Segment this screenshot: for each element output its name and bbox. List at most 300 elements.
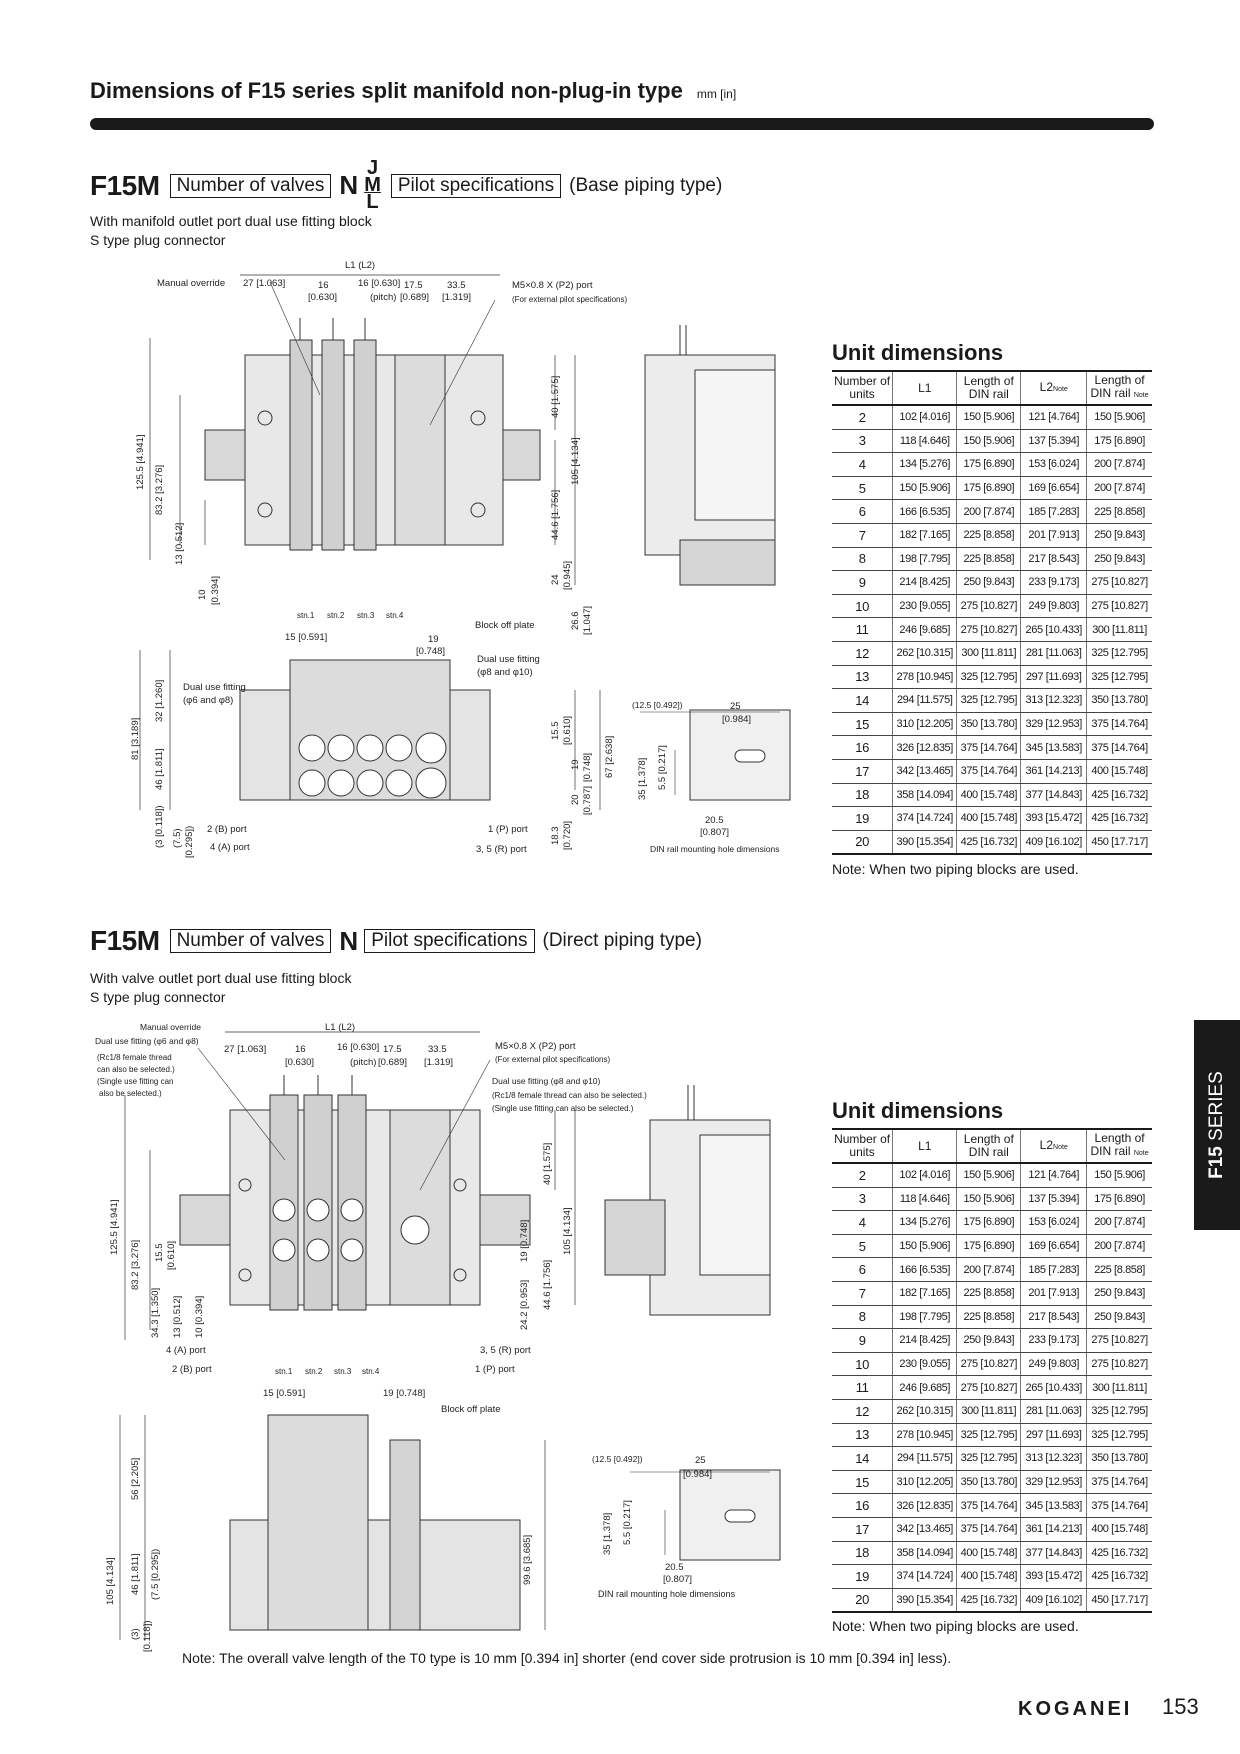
port-1p-label: 1 (P) port <box>488 824 528 835</box>
dim-16a: 16 <box>295 1044 306 1055</box>
table-cell: 400 [15.748] <box>957 783 1021 807</box>
table-cell: 12 <box>832 641 893 665</box>
table-cell: 225 [8.858] <box>957 1281 1021 1305</box>
table-cell: 134 [5.276] <box>893 1211 957 1235</box>
dim-24-in: [0.945] <box>562 560 573 590</box>
dim-335: 33.5 <box>447 280 466 291</box>
din-25-in: [0.984] <box>722 714 752 725</box>
table-cell: 262 [10.315] <box>893 1399 957 1423</box>
table-cell: 375 [14.764] <box>957 1517 1021 1541</box>
table-cell: 150 [5.906] <box>1087 405 1152 429</box>
table-cell: 374 [14.724] <box>893 807 957 831</box>
dim-81: 81 [3.189] <box>130 717 141 760</box>
dim-16a-in: [0.630] <box>285 1057 315 1068</box>
dim-40: 40 [1.575] <box>542 1142 553 1185</box>
col-din-rail-2-note: Note <box>1133 392 1149 399</box>
table-cell: 325 [12.795] <box>1087 665 1152 689</box>
table-cell: 358 [14.094] <box>893 1541 957 1565</box>
dual-fitting-8-10: Dual use fitting <box>477 654 540 665</box>
table-cell: 250 [9.843] <box>1087 1281 1152 1305</box>
dim-15: 15 [0.591] <box>285 632 328 643</box>
table-cell: 200 [7.874] <box>1087 453 1152 477</box>
col-din-rail-1: Length of DIN rail <box>957 1129 1021 1163</box>
table-row <box>832 1376 1152 1400</box>
table-cell: 250 [9.843] <box>1087 1305 1152 1329</box>
table-cell: 425 [16.732] <box>1087 1565 1152 1589</box>
table-cell: 18 <box>832 783 893 807</box>
table-cell: 175 [6.890] <box>957 1211 1021 1235</box>
table-cell: 175 [6.890] <box>1087 1187 1152 1211</box>
table-cell: 169 [6.654] <box>1021 1234 1087 1258</box>
table-cell: 377 [14.843] <box>1021 783 1087 807</box>
table-cell: 230 [9.055] <box>893 1352 957 1376</box>
dim-19v-in: [0.748] <box>582 752 593 782</box>
table-cell: 294 [11.575] <box>893 1447 957 1471</box>
table-cell: 5 <box>832 476 893 500</box>
table-cell: 225 [8.858] <box>957 547 1021 571</box>
dim-183: 18.3 <box>550 826 561 845</box>
model-name: F15M <box>90 925 160 956</box>
stn-3: stn.3 <box>357 611 375 620</box>
table-cell: 8 <box>832 547 893 571</box>
table-cell: 294 [11.575] <box>893 689 957 713</box>
table-cell: 275 [10.827] <box>957 1352 1021 1376</box>
table-cell: 275 [10.827] <box>957 618 1021 642</box>
dim-996: 99.6 [3.685] <box>522 1534 533 1585</box>
dim-13: 13 [0.512] <box>172 1295 183 1338</box>
dim-20: 20 <box>570 794 581 805</box>
table-cell: 225 [8.858] <box>1087 500 1152 524</box>
model-n: N <box>339 925 359 956</box>
table-row <box>832 1187 1152 1211</box>
table-row <box>832 1234 1152 1258</box>
table-cell: 275 [10.827] <box>957 594 1021 618</box>
stn-2: stn.2 <box>305 1367 323 1376</box>
dual-fitting-6-8: Dual use fitting (φ6 and φ8) <box>95 1036 199 1046</box>
section2-table-note: Note: When two piping blocks are used. <box>832 1618 1079 1634</box>
din-125: (12.5 [0.492]) <box>592 1454 643 1464</box>
dim-266-in: [1.047] <box>582 605 593 635</box>
table-cell: 390 [15.354] <box>893 1588 957 1612</box>
table-cell: 262 [10.315] <box>893 641 957 665</box>
dual-fitting-6-8: Dual use fitting <box>183 682 246 693</box>
dim-16b: 16 [0.630] <box>358 278 401 289</box>
table-cell: 198 [7.795] <box>893 1305 957 1329</box>
table-cell: 300 [11.811] <box>957 641 1021 665</box>
table-cell: 246 [9.685] <box>893 618 957 642</box>
table-row <box>832 1163 1152 1187</box>
dim-15: 15 [0.591] <box>263 1388 306 1399</box>
table-cell: 409 [16.102] <box>1021 830 1087 854</box>
table-cell: 358 [14.094] <box>893 783 957 807</box>
subtitle-line-1: With valve outlet port dual use fitting block <box>90 970 352 986</box>
table-cell: 281 [11.063] <box>1021 1399 1087 1423</box>
col-l2 <box>1021 1129 1087 1163</box>
table-cell: 297 [11.693] <box>1021 665 1087 689</box>
section2-unit-dimensions-title: Unit dimensions <box>832 1098 1004 1123</box>
table-row <box>832 1399 1152 1423</box>
table-cell: 326 [12.835] <box>893 1494 957 1518</box>
table-cell: 361 [14.213] <box>1021 1517 1087 1541</box>
table-cell: 185 [7.283] <box>1021 1258 1087 1282</box>
col-number-of-units: Number of units <box>832 371 893 405</box>
table-cell: 150 [5.906] <box>957 1163 1021 1187</box>
table-row <box>832 1258 1152 1282</box>
table-cell: 230 [9.055] <box>893 594 957 618</box>
table-cell: 325 [12.795] <box>957 1423 1021 1447</box>
table-cell: 137 [5.394] <box>1021 1187 1087 1211</box>
subtitle-line-2: S type plug connector <box>90 989 226 1005</box>
table-cell: 175 [6.890] <box>957 453 1021 477</box>
table-cell: 250 [9.843] <box>957 1329 1021 1353</box>
table-cell: 16 <box>832 736 893 760</box>
block-off-plate-label: Block off plate <box>475 620 535 631</box>
section1-unit-dimensions-title: Unit dimensions <box>832 340 1004 365</box>
table-cell: 265 [10.433] <box>1021 1376 1087 1400</box>
table-cell: 350 [13.780] <box>1087 689 1152 713</box>
stn-1: stn.1 <box>275 1367 293 1376</box>
table-cell: 300 [11.811] <box>957 1399 1021 1423</box>
din-55: 5.5 [0.217] <box>622 1500 633 1545</box>
din-35: 35 [1.378] <box>602 1512 613 1555</box>
table-cell: 217 [8.543] <box>1021 1305 1087 1329</box>
table-cell: 166 [6.535] <box>893 500 957 524</box>
table-cell: 375 [14.764] <box>1087 1494 1152 1518</box>
table-cell: 325 [12.795] <box>1087 1423 1152 1447</box>
rc-note-3: (Rc1/8 female thread can also be selected.) <box>492 1091 647 1100</box>
table-cell: 214 [8.425] <box>893 571 957 595</box>
table-cell: 345 [13.583] <box>1021 1494 1087 1518</box>
table-cell: 278 [10.945] <box>893 1423 957 1447</box>
table-cell: 7 <box>832 523 893 547</box>
table-row <box>832 1565 1152 1589</box>
table-cell: 393 [15.472] <box>1021 1565 1087 1589</box>
table-cell: 297 [11.693] <box>1021 1423 1087 1447</box>
table-cell: 134 [5.276] <box>893 453 957 477</box>
dim-40: 40 [1.575] <box>550 375 561 418</box>
dim-20-in: [0.787] <box>582 785 593 815</box>
table-cell: 225 [8.858] <box>957 523 1021 547</box>
table-cell: 153 [6.024] <box>1021 1211 1087 1235</box>
table-cell: 169 [6.654] <box>1021 476 1087 500</box>
dim-155: 15.5 <box>550 721 561 740</box>
table-cell: 15 <box>832 1470 893 1494</box>
subtitle-line-1: With manifold outlet port dual use fitting block <box>90 213 372 229</box>
dim-10: 10 [0.394] <box>194 1295 205 1338</box>
table-cell: 325 [12.795] <box>1087 1399 1152 1423</box>
table-cell: 425 [16.732] <box>957 1588 1021 1612</box>
dim-155-in: [0.610] <box>562 715 573 745</box>
table-cell: 329 [12.953] <box>1021 1470 1087 1494</box>
table-cell: 16 <box>832 1494 893 1518</box>
m5-port-note: (For external pilot specifications) <box>495 1055 611 1064</box>
table-cell: 345 [13.583] <box>1021 736 1087 760</box>
table-cell: 102 [4.016] <box>893 405 957 429</box>
dim-pitch: (pitch) <box>370 292 397 303</box>
table-cell: 4 <box>832 453 893 477</box>
table-cell: 249 [9.803] <box>1021 594 1087 618</box>
table-cell: 10 <box>832 1352 893 1376</box>
table-row <box>832 1447 1152 1471</box>
table-cell: 118 [4.646] <box>893 429 957 453</box>
dim-75-in: [0.295]) <box>184 825 195 858</box>
manual-override-label: Manual override <box>140 1022 201 1032</box>
table-cell: 200 [7.874] <box>957 1258 1021 1282</box>
dim-335-in: [1.319] <box>424 1057 454 1068</box>
dim-19: 19 <box>428 634 439 645</box>
dim-175-in: [0.689] <box>400 292 430 303</box>
dim-1255: 125.5 [4.941] <box>135 434 146 490</box>
table-cell: 175 [6.890] <box>957 476 1021 500</box>
table-cell: 150 [5.906] <box>1087 1163 1152 1187</box>
dim-19: 19 [0.748] <box>519 1219 530 1262</box>
table-row <box>832 1517 1152 1541</box>
table-cell: 182 [7.165] <box>893 523 957 547</box>
number-of-valves-box: Number of valves <box>170 929 332 953</box>
table-cell: 19 <box>832 1565 893 1589</box>
table-cell: 310 [12.205] <box>893 712 957 736</box>
subtitle-line-2: S type plug connector <box>90 232 226 248</box>
col-din-rail-2-label: Length of DIN rail <box>1090 1131 1145 1158</box>
table-cell: 400 [15.748] <box>957 1541 1021 1565</box>
dim-183-in: [0.720] <box>562 820 573 850</box>
din-205-in: [0.807] <box>700 827 730 838</box>
m5-port-label: M5×0.8 X (P2) port <box>495 1041 576 1052</box>
col-din-rail-2 <box>1087 1129 1152 1163</box>
din-25-in: [0.984] <box>683 1469 713 1480</box>
table-cell: 150 [5.906] <box>957 429 1021 453</box>
single-note-2: also be selected.) <box>99 1089 162 1098</box>
table-cell: 150 [5.906] <box>957 405 1021 429</box>
dim-832: 83.2 [3.276] <box>130 1239 141 1290</box>
din-caption: DIN rail mounting hole dimensions <box>598 1589 736 1599</box>
table-cell: 425 [16.732] <box>1087 807 1152 831</box>
dim-242: 24.2 [0.953] <box>519 1279 530 1330</box>
single-note-1: (Single use fitting can <box>97 1077 174 1086</box>
table-cell: 409 [16.102] <box>1021 1588 1087 1612</box>
title-text: Dimensions of F15 series split manifold non-plug-in type <box>90 78 683 103</box>
table-cell: 275 [10.827] <box>1087 1352 1152 1376</box>
dim-105b: 105 [4.134] <box>105 1557 116 1605</box>
dim-10: 10 <box>197 589 208 600</box>
stn-2: stn.2 <box>327 611 345 620</box>
table-cell: 225 [8.858] <box>1087 1258 1152 1282</box>
table-cell: 250 [9.843] <box>1087 547 1152 571</box>
dim-46: 46 [1.811] <box>130 1553 141 1595</box>
table-cell: 13 <box>832 1423 893 1447</box>
table-cell: 214 [8.425] <box>893 1329 957 1353</box>
pilot-spec-box: Pilot specifications <box>364 929 534 953</box>
brand-logo: KOGANEI <box>1018 1698 1133 1720</box>
port-4a-label: 4 (A) port <box>210 842 250 853</box>
din-25: 25 <box>695 1455 706 1466</box>
table-cell: 275 [10.827] <box>1087 594 1152 618</box>
table-cell: 342 [13.465] <box>893 759 957 783</box>
table-cell: 361 [14.213] <box>1021 759 1087 783</box>
rc-note-1: (Rc1/8 female thread <box>97 1053 172 1062</box>
dual-fitting-6-8-note: (φ6 and φ8) <box>183 695 234 706</box>
table-cell: 450 [17.717] <box>1087 1588 1152 1612</box>
table-cell: 17 <box>832 759 893 783</box>
col-l1: L1 <box>893 371 957 405</box>
dim-75: (7.5) <box>172 828 183 848</box>
table-cell: 233 [9.173] <box>1021 1329 1087 1353</box>
dim-46: 46 [1.811] <box>154 748 165 790</box>
table-cell: 200 [7.874] <box>1087 476 1152 500</box>
dim-19v: 19 <box>570 759 581 770</box>
table-row <box>832 1494 1152 1518</box>
table-cell: 313 [12.323] <box>1021 1447 1087 1471</box>
col-l2-label: L2 <box>1039 379 1054 394</box>
table-cell: 6 <box>832 1258 893 1282</box>
dim-16a-in: [0.630] <box>308 292 338 303</box>
col-l2-label: L2 <box>1039 1137 1054 1152</box>
dim-16b: 16 [0.630] <box>337 1042 380 1053</box>
table-cell: 121 [4.764] <box>1021 1163 1087 1187</box>
table-cell: 198 [7.795] <box>893 547 957 571</box>
piping-type: (Direct piping type) <box>542 930 702 951</box>
table-cell: 375 [14.764] <box>957 736 1021 760</box>
dim-l1: L1 (L2) <box>345 260 376 271</box>
table-cell: 425 [16.732] <box>1087 1541 1152 1565</box>
table-row <box>832 1541 1152 1565</box>
table-cell: 393 [15.472] <box>1021 807 1087 831</box>
table-cell: 6 <box>832 500 893 524</box>
table-cell: 18 <box>832 1541 893 1565</box>
table-cell: 150 [5.906] <box>957 1187 1021 1211</box>
table-cell: 153 [6.024] <box>1021 453 1087 477</box>
table-cell: 137 [5.394] <box>1021 429 1087 453</box>
section1-table-note: Note: When two piping blocks are used. <box>832 861 1079 877</box>
m5-port-label: M5×0.8 X (P2) port <box>512 280 593 291</box>
single-note-3: (Single use fitting can also be selected.) <box>492 1104 634 1113</box>
table-cell: 14 <box>832 1447 893 1471</box>
table-cell: 325 [12.795] <box>957 1447 1021 1471</box>
table-cell: 11 <box>832 618 893 642</box>
table-cell: 300 [11.811] <box>1087 618 1152 642</box>
col-din-rail-2-note: Note <box>1133 1150 1149 1157</box>
piping-type: (Base piping type) <box>569 174 723 196</box>
din-55: 5.5 [0.217] <box>657 745 668 790</box>
col-din-rail-2-label: Length of DIN rail <box>1090 373 1145 400</box>
table-cell: 278 [10.945] <box>893 665 957 689</box>
table-cell: 300 [11.811] <box>1087 1376 1152 1400</box>
table-cell: 400 [15.748] <box>1087 1517 1152 1541</box>
dim-pitch: (pitch) <box>350 1057 377 1068</box>
table-cell: 375 [14.764] <box>957 759 1021 783</box>
dim-335: 33.5 <box>428 1044 447 1055</box>
table-cell: 3 <box>832 429 893 453</box>
table-cell: 11 <box>832 1376 893 1400</box>
dim-10-in: [0.394] <box>210 575 221 605</box>
din-205: 20.5 <box>705 815 724 826</box>
table-cell: 375 [14.764] <box>957 1494 1021 1518</box>
din-25: 25 <box>730 701 741 712</box>
table-cell: 233 [9.173] <box>1021 571 1087 595</box>
table-cell: 14 <box>832 689 893 713</box>
page-number: 153 <box>1162 1694 1199 1719</box>
table-cell: 200 [7.874] <box>1087 1211 1152 1235</box>
stn-4: stn.4 <box>386 611 404 620</box>
dim-24: 24 <box>550 574 561 585</box>
table-cell: 8 <box>832 1305 893 1329</box>
col-din-rail-1: Length of DIN rail <box>957 371 1021 405</box>
section2-unit-table <box>832 1128 1152 1613</box>
col-l2-note: Note <box>1053 385 1068 393</box>
title-unit: mm [in] <box>696 87 737 101</box>
option-j: J <box>366 157 379 179</box>
table-cell: 121 [4.764] <box>1021 405 1087 429</box>
m5-port-note: (For external pilot specifications) <box>512 295 628 304</box>
block-off-plate-label: Block off plate <box>441 1404 501 1415</box>
table-cell: 342 [13.465] <box>893 1517 957 1541</box>
dim-175: 17.5 <box>404 280 423 291</box>
dim-105: 105 [4.134] <box>570 437 581 485</box>
table-cell: 150 [5.906] <box>893 1234 957 1258</box>
table-cell: 20 <box>832 1588 893 1612</box>
dim-13: 13 [0.512] <box>174 522 185 565</box>
table-cell: 10 <box>832 594 893 618</box>
dim-19-in: [0.748] <box>416 646 446 657</box>
dim-266: 26.6 <box>570 611 581 630</box>
col-l1: L1 <box>893 1129 957 1163</box>
dim-832: 83.2 [3.276] <box>154 464 165 515</box>
table-cell: 17 <box>832 1517 893 1541</box>
table-cell: 175 [6.890] <box>957 1234 1021 1258</box>
table-cell: 249 [9.803] <box>1021 1352 1087 1376</box>
dim-343: 34.3 [1.350] <box>150 1287 161 1338</box>
number-of-valves-box: Number of valves <box>170 174 332 198</box>
table-row <box>832 1470 1152 1494</box>
port-35r-label: 3, 5 (R) port <box>476 844 527 855</box>
table-cell: 375 [14.764] <box>1087 712 1152 736</box>
table-cell: 400 [15.748] <box>957 1565 1021 1589</box>
port-35r-label: 3, 5 (R) port <box>480 1345 531 1356</box>
table-row <box>832 1281 1152 1305</box>
table-cell: 9 <box>832 1329 893 1353</box>
table-cell: 5 <box>832 1234 893 1258</box>
stn-3: stn.3 <box>334 1367 352 1376</box>
dim-155-in: [0.610] <box>166 1240 177 1270</box>
dim-335-in: [1.319] <box>442 292 472 303</box>
port-4a-label: 4 (A) port <box>166 1345 206 1356</box>
table-cell: 9 <box>832 571 893 595</box>
table-cell: 15 <box>832 712 893 736</box>
dim-19h: 19 [0.748] <box>383 1388 426 1399</box>
footer-note: Note: The overall valve length of the T0 type is 10 mm [0.394 in] shorter (end cover side protrusion is 10 mm [0.394 in] less). <box>182 1650 952 1666</box>
dim-446: 44.6 [1.756] <box>550 489 561 540</box>
port-2b-label: 2 (B) port <box>207 824 247 835</box>
dim-16a: 16 <box>318 280 329 291</box>
table-row <box>832 1211 1152 1235</box>
table-cell: 3 <box>832 1187 893 1211</box>
table-cell: 118 [4.646] <box>893 1187 957 1211</box>
dim-446: 44.6 [1.756] <box>542 1259 553 1310</box>
dim-l1: L1 (L2) <box>325 1022 356 1033</box>
table-row <box>832 1423 1152 1447</box>
table-cell: 19 <box>832 807 893 831</box>
table-cell: 325 [12.795] <box>1087 641 1152 665</box>
table-cell: 225 [8.858] <box>957 1305 1021 1329</box>
din-35: 35 [1.378] <box>637 757 648 800</box>
table-cell: 185 [7.283] <box>1021 500 1087 524</box>
dim-27: 27 [1.063] <box>224 1044 267 1055</box>
table-cell: 350 [13.780] <box>1087 1447 1152 1471</box>
dim-3-in: [0.118]) <box>142 1620 153 1652</box>
dual-fitting-8-10-note: (φ8 and φ10) <box>477 667 533 678</box>
port-1p-label: 1 (P) port <box>475 1364 515 1375</box>
table-cell: 2 <box>832 405 893 429</box>
